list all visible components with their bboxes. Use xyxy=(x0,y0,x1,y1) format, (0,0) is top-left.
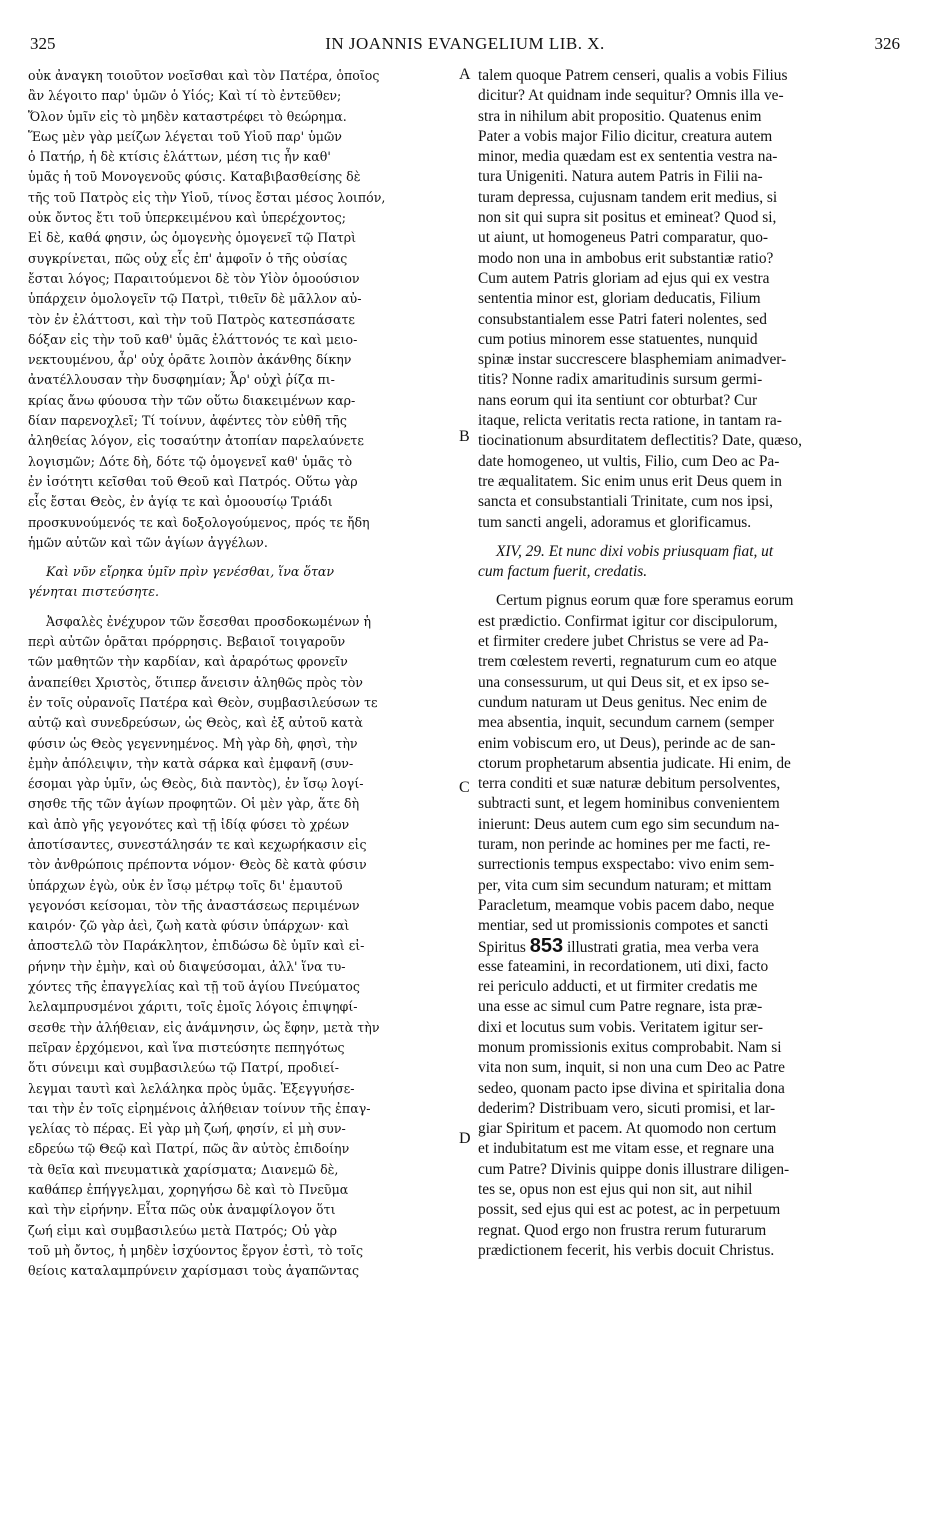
text-line: χόντες τῆς ἐπαγγελίας καὶ τῇ τοῦ ἁγίου Πνεύματος xyxy=(28,979,360,995)
text-line: έσομαι γὰρ ὑμῖν, ὡς Θεὸς, διὰ παντὸς), ἐν ἴσῳ λογί- xyxy=(28,776,364,792)
text-line: θείοις καταλαμπρύνειν χαρίσμασι τοὺς ἀγαπῶντας xyxy=(28,1263,360,1279)
text-line: καὶ τὴν εἰρήνην. Εἶτα πῶς οὐκ ἀναμφίλογον ὅτι xyxy=(28,1202,336,1218)
text-line: dicitur? At quidnam inde sequitur? Omnis illa ve- xyxy=(478,87,784,105)
text-line: λεγμαι ταυτὶ καὶ λελάληκα πρὸς ὑμᾶς. Ἐξεγγυήσε- xyxy=(28,1080,355,1096)
text-line: ὁ Πατήρ, ἡ δὲ κτίσις ἐλάττων, μέση τις ἦν καθ' xyxy=(28,149,331,165)
text-line: monum promissionis exitus comprobabit. Nam si xyxy=(478,1038,782,1056)
text-line: ρήνην τὴν ἐμὴν, καὶ οὐ διαψεύσομαι, ἀλλ' ἵνα τυ- xyxy=(28,958,346,974)
text-line: φύσιν ὡς Θεὸς γεγεννημένος. Μὴ γὰρ δὴ, φησὶ, τὴν xyxy=(28,735,358,751)
text-line: Certum pignus eorum quæ fore speramus eorum xyxy=(496,592,794,610)
text-line: Καὶ νῦν εἴρηκα ὑμῖν πρὶν γενέσθαι, ἵνα ὅταν xyxy=(46,564,335,580)
text-line: sedeo, quonam pacto ipse divina et spiritalia dona xyxy=(478,1079,785,1097)
text-line: ctorum prophetarum absentia judicate. Hi enim, de xyxy=(478,754,791,772)
text-line: ὑπάρχων ἐγὼ, οὐκ ἐν ἴσῳ μέτρῳ τοῖς δι' ἐμαυτοῦ xyxy=(28,877,343,893)
text-line: date homogeneo, ut vultis, Filio, cum Deo ac Pa- xyxy=(478,452,780,470)
text-line: et firmiter credere jubet Christus se vere ad Pa- xyxy=(478,633,769,651)
text-line: non sit qui supra sit positus et emineat? Quod si, xyxy=(478,209,777,227)
text-line: vita non sum, inquit, si non una cum Deo ac Patre xyxy=(478,1059,785,1077)
text-line: ἀποτίσαντες, συνεστάλησάν τε καὶ κεχωρήκασιν εἰς xyxy=(28,836,367,852)
text-fragment: Spiritus xyxy=(478,939,530,957)
text-line: Ὅλον ὑμῖν εἰς τὸ μηδὲν καταστρέφει τὸ θεώρημα. xyxy=(28,108,347,124)
text-line: regnat. Quod ergo non frustra rerum futurarum xyxy=(478,1221,767,1239)
text-line: γελίας τὸ πέρας. Εἰ γὰρ μὴ ζωή, φησίν, εἰ μὴ συν- xyxy=(28,1121,346,1137)
text-line: ἐμὴν ἀπόλειψιν, τὴν κατὰ σάρκα καὶ ἐμφανῆ (συν- xyxy=(28,755,354,771)
text-fragment: illustrati gratia, mea verba vera xyxy=(563,939,759,957)
text-line: γένηται πιστεύσητε. xyxy=(28,584,159,600)
text-line: itaque, relicta veritatis recta ratione, in tantam ra- xyxy=(478,412,782,430)
text-line: τὸν ἀνθρώποις πρέποντα νόμον· Θεὸς δὲ κατὰ φύσιν xyxy=(28,857,367,873)
text-line: γεγονόσι κείσομαι, τὸν τῆς ἀναστάσεως περιμένων xyxy=(28,897,360,913)
text-line: περὶ αὐτῶν ὁρᾶται πρόρρησις. Βεβαιοῖ τοιγαροῦν xyxy=(28,634,346,650)
text-line: spinæ instar succrescere blasphemiam animadver- xyxy=(478,351,787,369)
text-line: titis? Nonne radix amaritudinis sursum germi- xyxy=(478,371,763,389)
text-line: ὅτι σύνειμι καὶ συμβασιλεύω τῷ Πατρί, προδιεί- xyxy=(28,1060,340,1076)
text-line: stra in nihilum abit propositio. Quatenus enim xyxy=(478,107,762,125)
text-line: XIV, 29. Et nunc dixi vobis priusquam fiat, ut xyxy=(496,542,774,560)
running-header xyxy=(30,34,900,62)
text-line: sententia minor est, gloriam deducatis, Filium xyxy=(478,290,761,308)
text-line: tura Unigeniti. Natura autem Patris in Filii na- xyxy=(478,168,763,186)
text-line: terra conditi et suæ naturæ debitum persolventes, xyxy=(478,775,781,793)
column-number: 853 xyxy=(529,936,564,957)
text-line: trem cœlestem reverti, regnaturum cum eo atque xyxy=(478,653,777,671)
text-line: cum potius minorem esse statuentes, nunquid xyxy=(478,330,758,348)
text-line: modo non una in ambobus erit substantiæ ratio? xyxy=(478,249,774,267)
text-line: rei periculo adducti, et ut firmiter credatis me xyxy=(478,978,758,996)
text-line: minor, media quædam est ex sententia vestra na- xyxy=(478,148,778,166)
text-line: αὐτῷ καὶ συνεδρεύσων, ὡς Θεὸς, καὶ ἐξ αὐτοῦ κατὰ xyxy=(28,715,363,731)
text-line: ἀναπείθει Χριστὸς, ὅτιπερ ἄνεισιν ἀληθῶς πρὸς τὸν xyxy=(28,674,363,690)
text-line: turam, non perinde ac homines per me facti, re- xyxy=(478,835,771,853)
text-line: ὑμᾶς ἡ τοῦ Μονογενοῦς φύσις. Καταβιβασθείσης δὲ xyxy=(28,169,361,185)
text-line: ζωή εἰμι καὶ συμβασιλεύω μετὰ Πατρός; Οὐ γὰρ xyxy=(28,1222,338,1238)
text-line: ὑπάρχειν ὁμολογεῖν τῷ Πατρὶ, τιθεῖν δὲ μᾶλλον αὐ- xyxy=(28,291,362,307)
section-marker-a: A xyxy=(459,66,471,83)
text-line: tes se, opus non est ejus qui non sit, aut nihil xyxy=(478,1181,753,1199)
text-line: οὐκ ὄντος ἔτι τοῦ ὑπερκειμένου καὶ ὑπερέχοντος; xyxy=(28,210,347,226)
text-line: et indubitatum est me vitam esse, et regnare una xyxy=(478,1140,775,1158)
text-line: ut aiunt, ut homogeneus Patri comparatur, quo- xyxy=(478,229,769,247)
text-line: καιρόν· ζῶ γὰρ ἀεὶ, ζωὴ κατὰ φύσιν ὑπάρχων· καὶ xyxy=(28,918,350,934)
text-line: ἔσται λόγος; Παραιτούμενοι δὲ τὸν Υἱὸν ὁμοούσιον xyxy=(28,270,360,286)
text-line: talem quoque Patrem censeri, qualis a vobis Filius xyxy=(478,67,788,84)
text-line: ἐν τοῖς οὐρανοῖς Πατέρα καὶ Θεὸν, συμβασιλεύσων τε xyxy=(28,694,378,710)
text-line: δόξαν εἰς τὴν τοῦ καθ' ὑμᾶς ἐλάττονός τε καὶ μειο- xyxy=(28,331,358,347)
text-line: Ἀσφαλὲς ἐνέχυρον τῶν ἔσεσθαι προσδοκωμένων ἡ xyxy=(46,613,372,629)
text-line: λογισμῶν; Δότε δὴ, δότε τῷ ὁμογενεῖ καθ' ὑμᾶς τὸ xyxy=(28,453,353,469)
text-line: consubstantialem esse Patri fateri nolentes, sed xyxy=(478,310,767,328)
running-title: IN JOANNIS EVANGELIUM LIB. X. xyxy=(325,34,605,53)
text-line: giar Spiritum et pacem. At quomodo non certum xyxy=(478,1120,777,1138)
text-line: possit, sed ejus qui est ac potest, ac in perpetuum xyxy=(478,1201,781,1219)
text-line: prædictionem fecerit, his verbis docuit Christus. xyxy=(478,1241,775,1259)
text-line: εδρεύω τῷ Θεῷ καὶ Πατρί, πῶς ἂν αὐτὸς ἐπιδοίην xyxy=(28,1141,350,1157)
text-line: esse fateamini, in recordationem, uti dixi, facto xyxy=(478,957,769,975)
text-line: Paracletum, meamque vobis pacem dabo, neque xyxy=(478,896,775,914)
text-line: inierunt: Deus autem cum ego sim secundum na- xyxy=(478,815,780,833)
text-line: turam depressa, cujusnam tandem erit medius, si xyxy=(478,188,778,206)
text-line: dixi et locutus sum vobis. Veritatem igitur ser- xyxy=(478,1018,763,1036)
text-line: mea absentia, inquit, secundum carnem (semper xyxy=(478,714,775,732)
text-line: dederim? Distribuam vero, sicuti promisi, et lar- xyxy=(478,1099,776,1117)
text-line: καὶ ἀπὸ γῆς γεγονότες καὶ τῇ ἰδίᾳ φύσει τὸ χρέων xyxy=(28,816,350,832)
text-line: ται τὴν ἐν τοῖς εἰρημένοις ἀλήθειαν τοίνυν τῆς ἐπαγ- xyxy=(28,1100,371,1116)
text-line: λελαμπρυσμένοι χάριτι, τοῖς ἐμοῖς λόγοις ἐπιψηφί- xyxy=(28,999,358,1015)
text-line: tiocinationum absurditatem deflectitis? Date, quæso, xyxy=(478,432,802,450)
text-line: προσκυνούμενός τε καὶ δοξολογούμενος, πρός τε ἤδη xyxy=(28,514,370,530)
text-line: ἀποστελῶ τὸν Παράκλητον, ἐπιδώσω δὲ ὑμῖν καὶ εἰ- xyxy=(28,938,365,954)
text-line: ἀληθείας λόγον, εἰς τοσαύτην ἀτοπίαν παρελαύνετε xyxy=(28,433,364,449)
text-line: una esse ac simul cum Patre regnare, ista præ- xyxy=(478,998,763,1016)
text-line: τὸν ἐν ἐλάττοσι, καὶ τὴν τοῦ Πατρὸς κατεσπάσατε xyxy=(28,311,355,327)
text-line: enim vobiscum ero, ut Deus), perinde ac de san- xyxy=(478,734,776,752)
text-line: ἡμῶν αὐτῶν καὶ τῶν ἁγίων ἀγγέλων. xyxy=(28,534,268,550)
text-line: per, vita cum sim secundum naturam; et mittam xyxy=(478,876,772,894)
text-line: Ἕως μὲν γὰρ μείζων λέγεται τοῦ Υἱοῦ παρ' ὑμῶν xyxy=(28,128,342,144)
text-line xyxy=(478,936,898,956)
page-number-right: 326 xyxy=(874,34,900,53)
text-line: surrectionis tempus exspectabo: vivo enim sem- xyxy=(478,856,775,874)
text-line: τὰ θεῖα καὶ πνευματικὰ χαρίσματα; Διανεμῶ δὲ, xyxy=(28,1161,339,1177)
text-line: κρίας ἄνω φύουσα τὴν τῶν οὕτω διακειμένων καρ- xyxy=(28,392,356,408)
text-line: subtracti sunt, et legem hominibus convenientem xyxy=(478,795,780,813)
text-line: δίαν παρενοχλεῖ; Τί τοίνυν, ἀφέντες τὸν εὐθῆ τῆς xyxy=(28,413,347,429)
text-line: ἀνατέλλουσαν τὴν δυσφημίαν; Ἆρ' οὐχὶ ῥίζα πι- xyxy=(28,372,335,388)
text-line: πεῖραν ἐρχόμενοι, καὶ ἵνα πιστεύσητε πεπηγότως xyxy=(28,1039,345,1055)
text-line: cum Patre? Divinis quippe donis illustrare diligen- xyxy=(478,1160,790,1178)
text-line: una consessurum, ut qui Deus sit, et ex ipso se- xyxy=(478,673,770,691)
text-line: νεκτουμένου, ἆρ' οὐχ ὁρᾶτε λοιπὸν ἀκάνθης δίκην xyxy=(28,352,352,368)
text-line: καθάπερ ἐπήγγελμαι, χορηγήσω δὲ καὶ τὸ Πνεῦμα xyxy=(28,1182,349,1198)
text-line: tum sancti angeli, adoramus et glorificamus. xyxy=(478,513,752,531)
text-line: εἷς ἔσται Θεὸς, ἐν ἁγίᾳ τε καὶ ὁμοουσίῳ Τριάδι xyxy=(28,494,333,510)
text-line: ἂν λέγοιτο παρ' ὑμῶν ὁ Υἱός; Καὶ τί τὸ ἐντεῦθεν; xyxy=(28,88,342,104)
text-line: mentiar, sed ut promissionis compotes et sancti xyxy=(478,917,769,935)
page-number-left: 325 xyxy=(30,34,56,53)
text-line: τῆς τοῦ Πατρὸς εἰς τὴν Υἱοῦ, τίνος ἔσται μέσος λοιπόν, xyxy=(28,189,386,205)
text-line: cum factum fuerit, credatis. xyxy=(478,563,648,581)
text-line: est prædictio. Confirmat igitur cor discipulorum, xyxy=(478,612,778,630)
text-line: Cum autem Patris gloriam ad ejus qui ex vestra xyxy=(478,269,770,287)
text-line: nans eorum qui ita sentiunt cor obturbat? Cur xyxy=(478,391,758,409)
latin-column xyxy=(478,66,898,1261)
text-line: Εἰ δὲ, καθά φησιν, ὡς ὁμογενὴς ὁμογενεῖ τῷ Πατρὶ xyxy=(28,230,357,246)
section-marker-b: B xyxy=(459,428,470,445)
greek-column xyxy=(28,66,454,1282)
text-line: cundum naturam ut Deus genitus. Nec enim de xyxy=(478,693,767,711)
text-line: τοῦ μὴ ὄντος, ἡ μηδὲν ἰσχύοντος ἔργον ἐστὶ, τὸ τοῖς xyxy=(28,1242,364,1258)
text-line: tre æqualitatem. Sic enim unus erit Deus quem in xyxy=(478,472,782,490)
text-line: Pater a vobis major Filio dicitur, creatura autem xyxy=(478,127,773,145)
text-line: συγκρίνεται, πῶς οὐχ εἷς ἐπ' ἀμφοῖν ὁ τῆς οὐσίας xyxy=(28,250,348,266)
text-line: sancta et consubstantiali Trinitate, cum nos ipsi, xyxy=(478,493,773,511)
text-line: ἐν ἰσότητι κεῖσθαι τοῦ Θεοῦ καὶ Πατρός. Οὕτω γὰρ xyxy=(28,473,358,489)
text-line: τῶν μαθητῶν τὴν καρδίαν, καὶ ἀραρότως φρονεῖν xyxy=(28,654,348,670)
text-line: οὐκ ἀναγκη τοιοῦτον νοεῖσθαι καὶ τὸν Πατέρα, ὁποῖος xyxy=(28,68,380,83)
text-line: σησθε τῆς τῶν ἁγίων προφητῶν. Οἱ μὲν γὰρ, ἅτε δὴ xyxy=(28,796,360,812)
section-marker-c: C xyxy=(459,779,470,796)
text-line: σεσθε τὴν ἀλήθειαν, εἰς ἀνάμνησιν, ὡς ἔφην, μετὰ τὴν xyxy=(28,1019,380,1035)
section-marker-d: D xyxy=(459,1130,471,1147)
